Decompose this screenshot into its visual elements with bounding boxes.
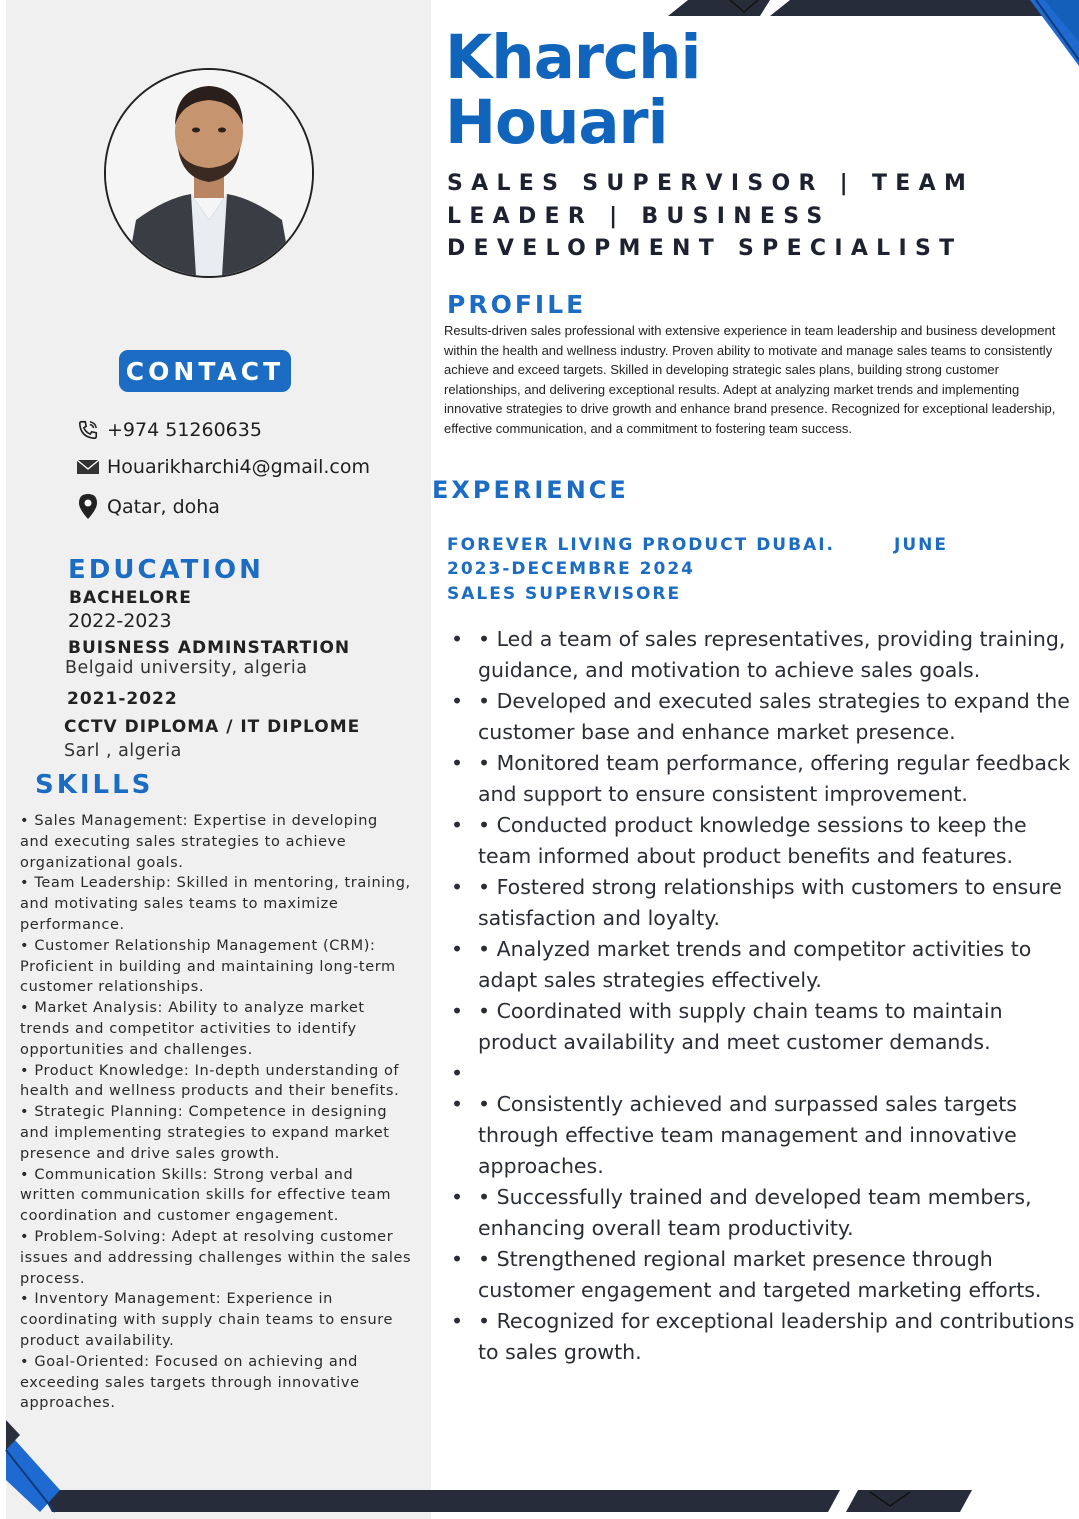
list-item [448,996,1079,1058]
bullet-text: • Recognized for exceptional leadership and contributions to sales growth. [478,1309,1075,1364]
list-item [448,934,1079,996]
education-years: 2022-2023 [68,610,172,632]
education-school-2: Sarl , algeria [64,741,182,761]
list-item [448,686,1079,748]
education-years-2: 2021-2022 [67,689,178,709]
list-item [448,1182,1079,1244]
phone-text: +974 51260635 [107,419,262,441]
skill-item: • Product Knowledge: In-depth understanding of health and wellness products and their benefits. [20,1062,400,1100]
bullet-marker: • [451,937,464,961]
bullet-marker: • [451,1247,464,1271]
profile-summary: Results-driven sales professional with extensive experience in team leadership and business development within the health and wellness industry. Proven ability to motivate and manage sales teams to consistently achieve and exceed targets. Skilled in developing strategic sales plans, building strong customer relationships, and delivering exceptional results. Adept at analyzing market trends and implementing innovative strategies to drive growth and enhance brand presence. Recognized for exceptional leadership, effective communication, and a commitment to fostering team success. [444,323,1056,436]
list-item [448,1089,1079,1182]
experience-role: SALES SUPERVISORE [447,584,682,604]
experience-bullets [448,624,1079,1368]
bullet-marker: • [451,689,464,713]
bullet-text: • Conducted product knowledge sessions to keep the team informed about product benefits and features. [478,813,1027,868]
list-item [448,810,1079,872]
bullet-marker: • [451,1061,464,1085]
list-item [448,1244,1079,1306]
skill-item: • Inventory Management: Experience in coordinating with supply chain teams to ensure product availability. [20,1291,394,1349]
education-heading: EDUCATION [68,555,264,585]
bullet-text: • Successfully trained and developed team members, enhancing overall team productivity. [478,1185,1032,1240]
bullet-text: • Led a team of sales representatives, providing training, guidance, and motivation to achieve sales goals. [478,627,1066,682]
list-item [448,1306,1079,1368]
bullet-text: • Developed and executed sales strategies to expand the customer base and enhance market presence. [478,689,1070,744]
bullet-text: • Fostered strong relationships with customers to ensure satisfaction and loyalty. [478,875,1062,930]
bullet-marker: • [451,1092,464,1116]
list-item [448,748,1079,810]
profile-photo [104,68,314,278]
job-title: SALES SUPERVISOR | TEAM LEADER | BUSINESS DEVELOPMENT SPECIALIST [447,171,975,261]
name-second-line: Houari [445,87,668,158]
map-pin-icon [76,495,100,519]
contact-location [76,492,220,522]
envelope-icon [76,455,100,479]
bottom-decoration [0,1490,1079,1519]
skill-item: • Goal-Oriented: Focused on achieving and exceeding sales targets through innovative approaches. [20,1353,360,1412]
education-field: BUISNESS ADMINSTARTION [68,638,351,658]
list-item [448,624,1079,686]
skill-item: • Market Analysis: Ability to analyze market trends and competitor activities to identify opportunities and challenges. [20,1000,365,1058]
email-text: Houarikharchi4@gmail.com [107,456,371,478]
skill-item: • Team Leadership: Skilled in mentoring, training, and motivating sales teams to maximize performance. [20,875,411,933]
contact-heading: CONTACT [119,350,291,392]
bullet-text: • Monitored team performance, offering regular feedback and support to ensure consistent improvement. [478,751,1071,806]
education-school: Belgaid university, algeria [65,658,308,678]
skills-list [20,811,412,1414]
experience-date-start: JUNE [894,535,948,555]
list-item [448,872,1079,934]
bullet-text: • Coordinated with supply chain teams to maintain product availability and meet customer demands. [478,999,1003,1054]
location-text: Qatar, doha [107,496,220,518]
bullet-text: • Consistently achieved and surpassed sales targets through effective team management and innovative approaches. [478,1092,1017,1178]
bullet-text: • Strengthened regional market presence through customer engagement and targeted marketing efforts. [478,1247,1042,1302]
bullet-marker: • [451,875,464,899]
skill-item: • Customer Relationship Management (CRM): Proficient in building and maintaining long-term customer relationships. [20,937,396,996]
education-diploma: CCTV DIPLOMA / IT DIPLOME [64,717,361,737]
skill-item: • Problem-Solving: Adept at resolving customer issues and addressing challenges within the sales process. [20,1228,412,1287]
list-item [448,1058,1079,1089]
bullet-marker: • [451,999,464,1023]
skill-item: • Sales Management: Expertise in developing and executing sales strategies to achieve organizational goals. [20,813,378,871]
name-first-line: Kharchi [445,22,701,93]
bullet-marker: • [451,1185,464,1209]
bullet-marker: • [451,627,464,651]
bullet-marker: • [451,813,464,837]
experience-heading: EXPERIENCE [432,476,629,504]
bullet-marker: • [451,1309,464,1333]
education-degree: BACHELORE [69,588,192,608]
phone-icon [76,418,100,442]
contact-phone [76,415,262,445]
skill-item: • Communication Skills: Strong verbal and written communication skills for effective team coordination and customer engagement. [20,1166,392,1225]
experience-date-range: 2023-DECEMBRE 2024 [447,559,695,579]
skills-heading: SKILLS [35,770,154,800]
profile-heading: PROFILE [447,290,587,319]
skill-item: • Strategic Planning: Competence in designing and implementing strategies to expand market presence and drive sales growth. [20,1104,390,1162]
bullet-marker: • [451,751,464,775]
experience-company: FOREVER LIVING PRODUCT DUBAI. [447,535,836,555]
contact-email [76,452,370,482]
bullet-text: • Analyzed market trends and competitor activities to adapt sales strategies effectively. [478,937,1032,992]
